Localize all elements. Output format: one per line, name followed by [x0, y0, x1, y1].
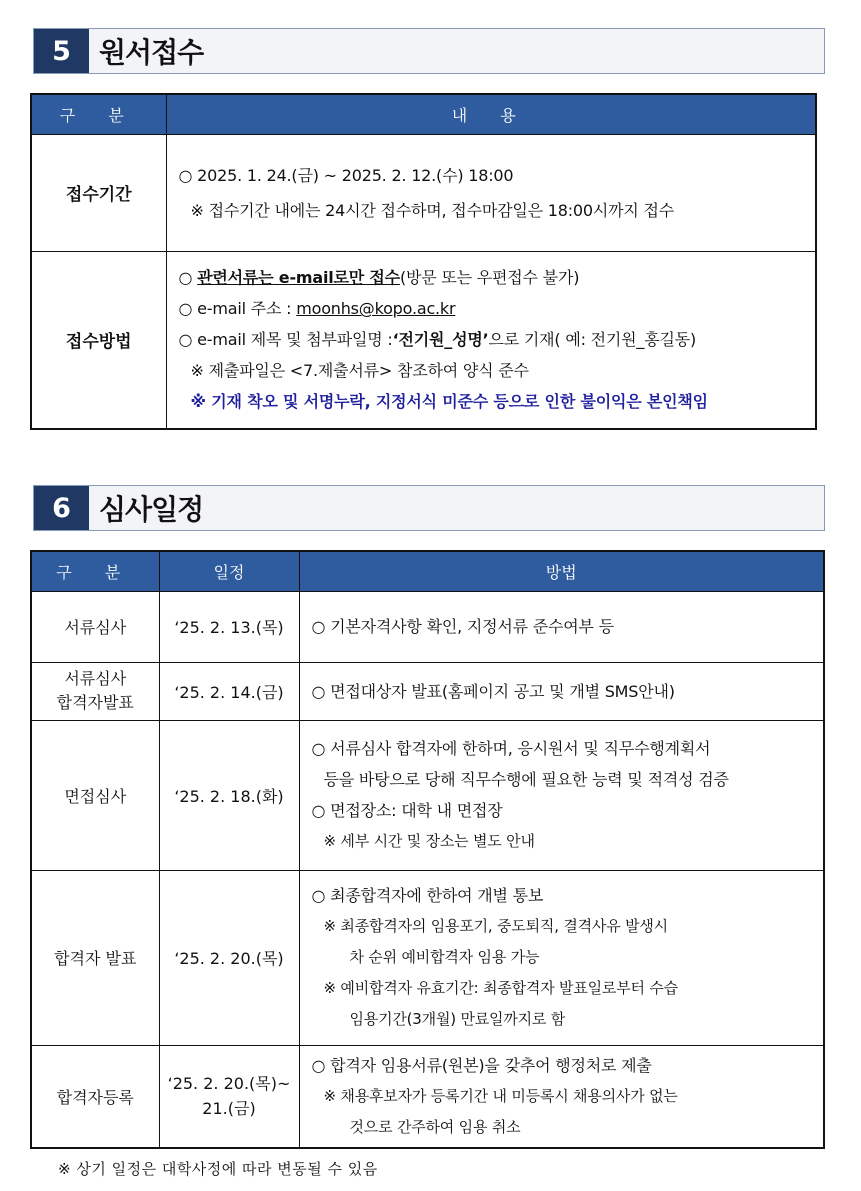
email-only-notice: 관련서류는 e-mail로만 접수 — [197, 268, 400, 288]
table-row — [31, 870, 824, 1045]
row-label: 서류심사 합격자발표 — [31, 662, 159, 720]
period-dates: ○ 2025. 1. 24.(금) ~ 2025. 2. 12.(수) 18:00 — [178, 165, 514, 185]
col-header-content: 내 용 — [166, 94, 816, 134]
schedule-table — [30, 550, 825, 1149]
row-label: 면접심사 — [31, 720, 159, 870]
section-5-number: 5 — [34, 29, 89, 73]
row-date: ‘25. 2. 14.(금) — [159, 662, 299, 720]
email-address-link[interactable]: moonhs@kopo.ac.kr — [296, 299, 456, 319]
method-line-subject: ○ e-mail 제목 및 첨부파일명 :‘전기원_성명’으로 기재( 예: 전기원_홍길동) — [178, 330, 697, 350]
schedule-footnote: ※ 상기 일정은 대학사정에 따라 변동될 수 있음 — [58, 1160, 378, 1178]
row-label: 합격자 발표 — [31, 870, 159, 1045]
col-header-method: 방법 — [299, 551, 824, 591]
row-method: ○ 서류심사 합격자에 한하며, 응시원서 및 직무수행계획서 등을 바탕으로 당해 직무수행에 필요한 능력 및 적격성 검증 ○ 면접장소: 대학 내 면접장 ※ 세부 시간 및 장소는 별도 안내 — [299, 720, 824, 870]
row-label-method: 접수방법 — [31, 251, 166, 429]
section-6-title: 심사일정 — [99, 493, 204, 526]
table-row — [31, 720, 824, 870]
row-label: 합격자등록 — [31, 1045, 159, 1148]
col-header-category: 구 분 — [31, 94, 166, 134]
table-row — [31, 662, 824, 720]
section-6-number: 6 — [34, 486, 89, 530]
row-date: ‘25. 2. 20.(목)~ 21.(금) — [159, 1045, 299, 1148]
col-header-date: 일정 — [159, 551, 299, 591]
section-5-heading — [33, 28, 825, 74]
period-note: ※ 접수기간 내에는 24시간 접수하며, 접수마감일은 18:00시까지 접수 — [190, 200, 675, 220]
row-method: ○ 면접대상자 발표(홈페이지 공고 및 개별 SMS안내) — [299, 662, 824, 720]
row-date: ‘25. 2. 13.(목) — [159, 591, 299, 662]
method-line-warning: ※ 기재 착오 및 서명누락, 지정서식 미준수 등으로 인한 불이익은 본인책임 — [190, 392, 708, 412]
row-date: ‘25. 2. 20.(목) — [159, 870, 299, 1045]
row-method: ○ 최종합격자에 한하여 개별 통보 ※ 최종합격자의 임용포기, 중도퇴직, 결격사유 발생시 차 순위 예비합격자 임용 가능 ※ 예비합격자 유효기간: 최종합격자 발표일로부터 수습 임용기간(3개월) 만료일까지로 함 — [299, 870, 824, 1045]
method-line-format: ※ 제출파일은 <7.제출서류> 참조하여 양식 준수 — [190, 361, 529, 381]
method-line-email-only: ○ 관련서류는 e-mail로만 접수(방문 또는 우편접수 불가) — [178, 268, 580, 288]
application-table — [30, 93, 817, 430]
row-content-period — [166, 134, 816, 251]
row-content-method — [166, 251, 816, 429]
table-row — [31, 1045, 824, 1148]
col-header-category: 구 분 — [31, 551, 159, 591]
row-date: ‘25. 2. 18.(화) — [159, 720, 299, 870]
section-6-heading — [33, 485, 825, 531]
method-line-address: ○ e-mail 주소 : moonhs@kopo.ac.kr — [178, 299, 456, 319]
table-row — [31, 591, 824, 662]
section-5-title: 원서접수 — [99, 36, 204, 69]
row-method: ○ 기본자격사항 확인, 지정서류 준수여부 등 — [299, 591, 824, 662]
row-label: 서류심사 — [31, 591, 159, 662]
row-label-period: 접수기간 — [31, 134, 166, 251]
row-method: ○ 합격자 임용서류(원본)을 갖추어 행정처로 제출 ※ 채용후보자가 등록기간 내 미등록시 채용의사가 없는 것으로 간주하여 임용 취소 — [299, 1045, 824, 1148]
table-row-method — [31, 251, 816, 429]
table-row-period — [31, 134, 816, 251]
